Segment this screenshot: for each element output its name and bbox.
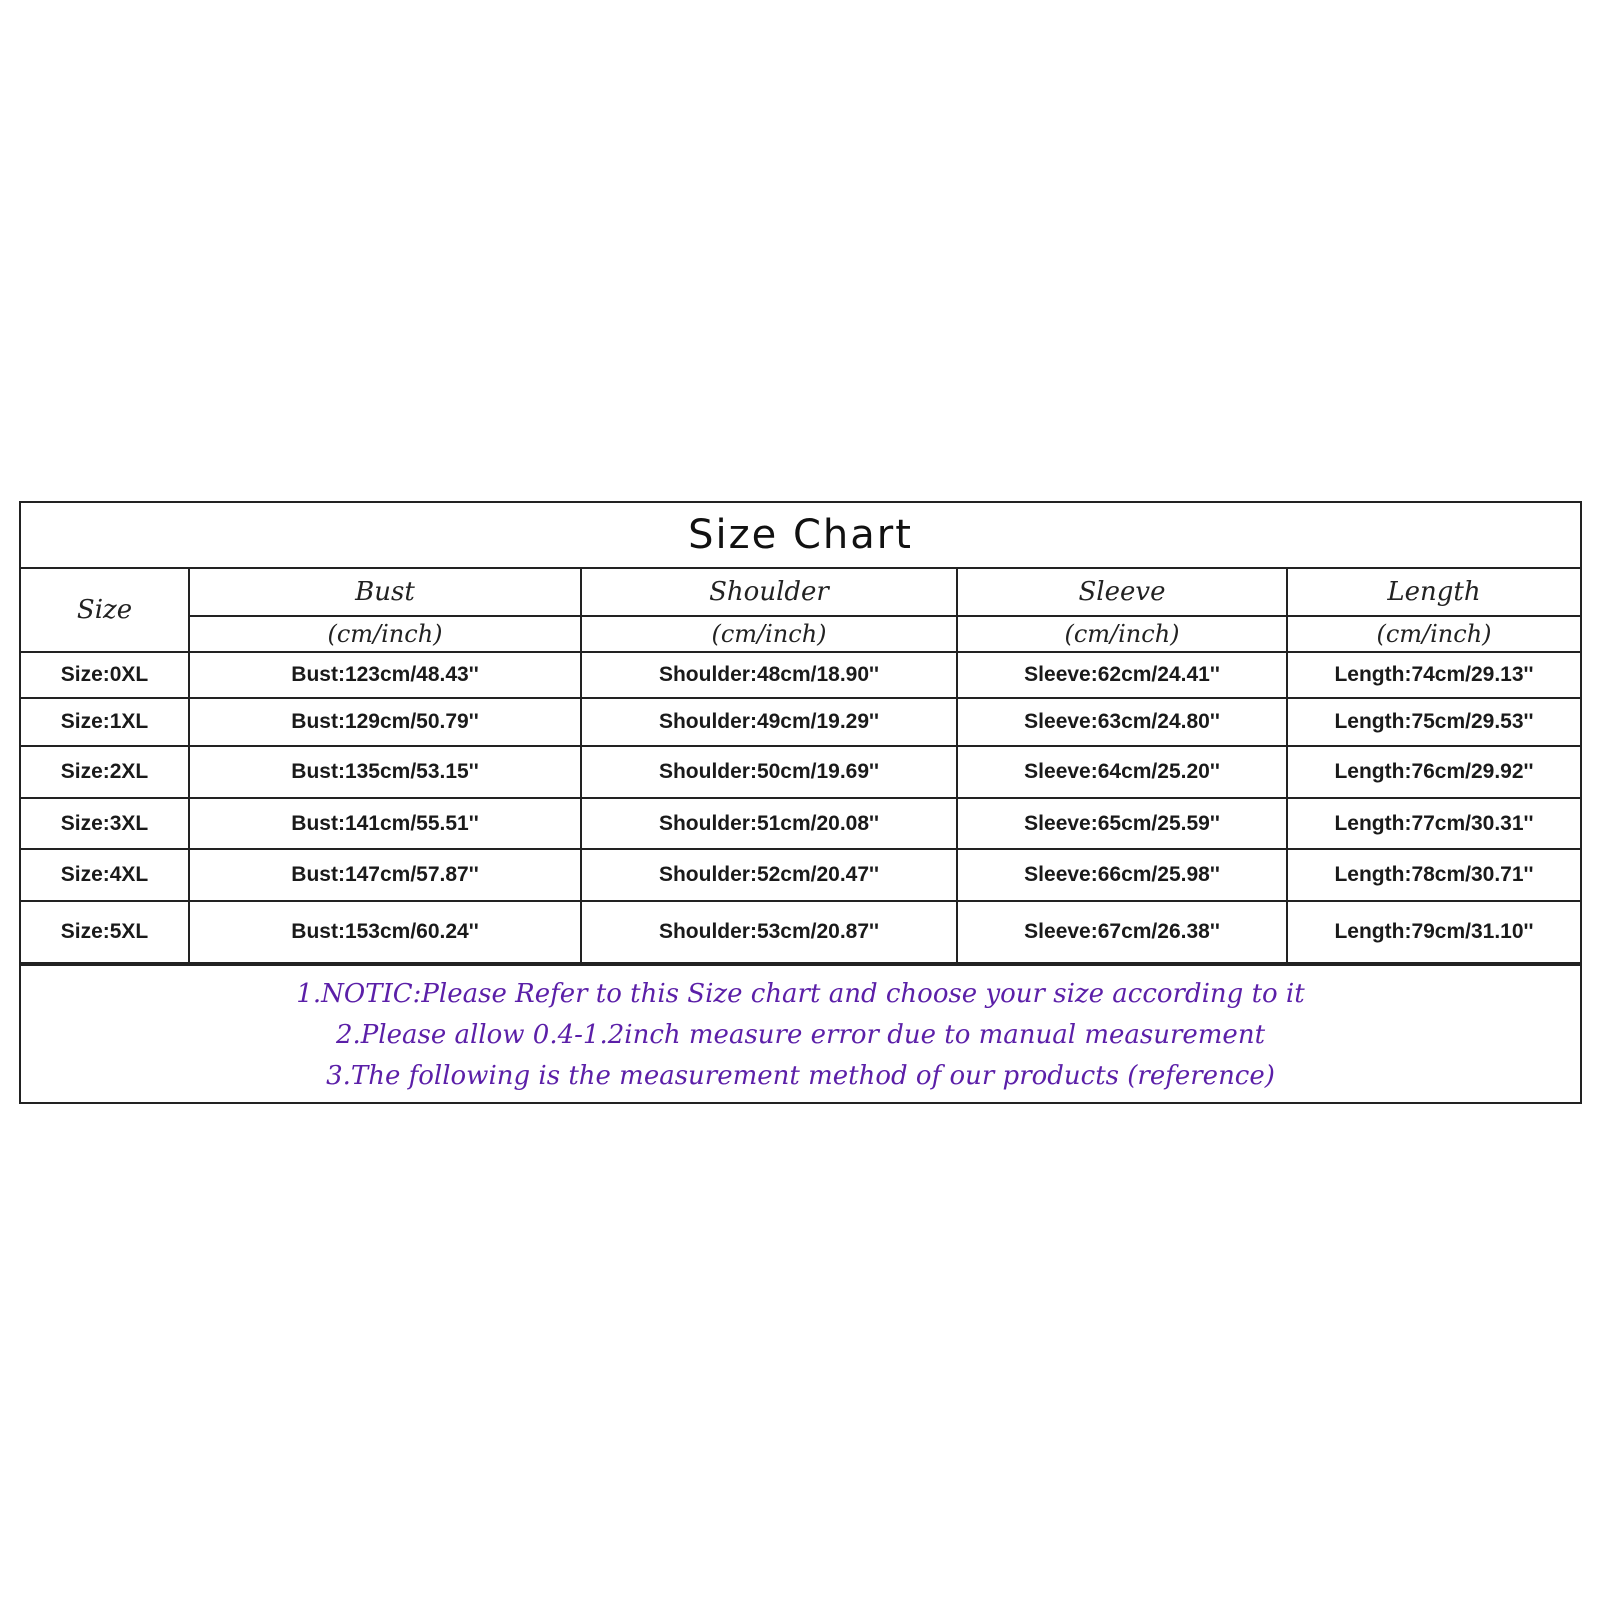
bust-cell: Bust:153cm/60.24'' [189, 901, 581, 963]
table-row [21, 798, 1580, 849]
size-cell: Size:5XL [21, 901, 189, 963]
header-length: Length [1287, 569, 1580, 616]
header-row [21, 569, 1580, 616]
note-line: 1.NOTIC:Please Refer to this Size chart and choose your size according to it [296, 979, 1305, 1009]
header-shoulder: Shoulder [581, 569, 957, 616]
sleeve-cell: Sleeve:63cm/24.80'' [957, 698, 1287, 746]
unit-bust: (cm/inch) [189, 616, 581, 652]
sleeve-cell: Sleeve:65cm/25.59'' [957, 798, 1287, 849]
sleeve-cell: Sleeve:67cm/26.38'' [957, 901, 1287, 963]
table-row [21, 901, 1580, 963]
table-row [21, 698, 1580, 746]
unit-shoulder: (cm/inch) [581, 616, 957, 652]
shoulder-cell: Shoulder:53cm/20.87'' [581, 901, 957, 963]
bust-cell: Bust:135cm/53.15'' [189, 746, 581, 798]
chart-title: Size Chart [21, 503, 1580, 569]
note-line: 2.Please allow 0.4-1.2inch measure error due to manual measurement [335, 1020, 1266, 1050]
header-bust: Bust [189, 569, 581, 616]
length-cell: Length:78cm/30.71'' [1287, 849, 1580, 901]
bust-cell: Bust:123cm/48.43'' [189, 652, 581, 698]
length-cell: Length:79cm/31.10'' [1287, 901, 1580, 963]
bust-cell: Bust:147cm/57.87'' [189, 849, 581, 901]
header-sleeve: Sleeve [957, 569, 1287, 616]
note-line: 3.The following is the measurement method of our products (reference) [326, 1061, 1275, 1091]
length-cell: Length:77cm/30.31'' [1287, 798, 1580, 849]
size-cell: Size:0XL [21, 652, 189, 698]
table-row [21, 746, 1580, 798]
size-cell: Size:3XL [21, 798, 189, 849]
size-cell: Size:2XL [21, 746, 189, 798]
shoulder-cell: Shoulder:52cm/20.47'' [581, 849, 957, 901]
header-size: Size [21, 569, 189, 652]
sleeve-cell: Sleeve:64cm/25.20'' [957, 746, 1287, 798]
sleeve-cell: Sleeve:66cm/25.98'' [957, 849, 1287, 901]
bust-cell: Bust:141cm/55.51'' [189, 798, 581, 849]
unit-length: (cm/inch) [1287, 616, 1580, 652]
shoulder-cell: Shoulder:49cm/19.29'' [581, 698, 957, 746]
notes-section [21, 964, 1580, 1097]
length-cell: Length:76cm/29.92'' [1287, 746, 1580, 798]
table-row [21, 849, 1580, 901]
shoulder-cell: Shoulder:50cm/19.69'' [581, 746, 957, 798]
unit-row [21, 616, 1580, 652]
size-table [21, 569, 1580, 964]
length-cell: Length:75cm/29.53'' [1287, 698, 1580, 746]
size-cell: Size:1XL [21, 698, 189, 746]
shoulder-cell: Shoulder:48cm/18.90'' [581, 652, 957, 698]
bust-cell: Bust:129cm/50.79'' [189, 698, 581, 746]
table-row [21, 652, 1580, 698]
unit-sleeve: (cm/inch) [957, 616, 1287, 652]
shoulder-cell: Shoulder:51cm/20.08'' [581, 798, 957, 849]
size-chart [19, 501, 1582, 1104]
length-cell: Length:74cm/29.13'' [1287, 652, 1580, 698]
sleeve-cell: Sleeve:62cm/24.41'' [957, 652, 1287, 698]
size-cell: Size:4XL [21, 849, 189, 901]
